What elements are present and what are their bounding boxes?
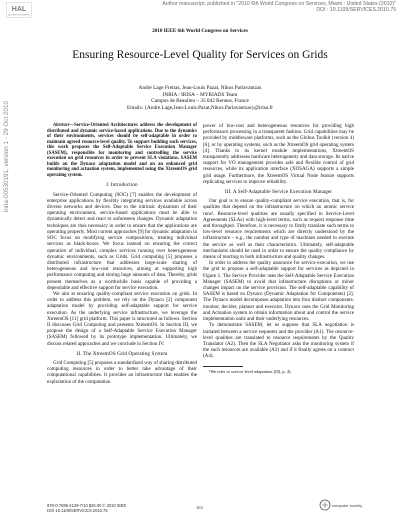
footnote-divider — [203, 366, 243, 367]
copyright-footer — [47, 504, 126, 514]
computer-society-logo — [319, 498, 363, 512]
page-number: 163 — [196, 505, 203, 510]
paragraph: To demonstrate SASEM, let us suppose that SLA negotiation is initiated between a service requester and the provider (A1). The resource-level qualities are translated to resource requirements by the Quality Translator (A2). Then the SLA Negotiator asks the monitoring system if the such resources are available (A3) and if it finally agrees on a contract (A4). — [203, 322, 354, 360]
hal-header — [0, 1, 396, 14]
hal-header-line: Author manuscript, published in "2010 6th World Congress on Services, Miami : United States (2010)" — [162, 1, 396, 7]
author-emails: Emails: {Andre.Lage,Jean-Louis.Pazat,Nikos.Parlavantzas}@irisa.fr — [126, 104, 274, 111]
hal-side-stamp: inria-00530191, version 1 - 29 Oct 2010 — [3, 101, 10, 212]
paragraph: In order to address the quality assurance for service execution, we use the grid to propose a self-adaptable support for services as depicted in Figure 1. The Service Provider uses the Self-Adaptable Service Execution Manager (SASEM) to avoid that infrastructure disruptions or minor changes impact on the service provision. The self-adaptable capability of SASEM is based on Dynaco (Dynamic Adaptation for Components) [2]. The Dynaco model decomposes adaptation into four distinct components: monitor, decider, planner and executor. Dynaco uses the Grid Monitoring and Actuation system to obtain information about and control the service implementation units and their underlying resources. — [203, 260, 354, 323]
right-column — [203, 123, 354, 374]
hal-header-line: DOI : 10.1109/SERVICES.2010.75 — [316, 7, 396, 14]
paragraph: Our goal is to ensure quality-compliant service execution, that is, for qualities that depend on the infrastructure on which an atomic service runs¹. Resource-level qualities are usually specified in Service-Level Agreements (SLAs) with high-level terms, such as request response time and throughput. Therefore, it is necessary to firstly translate such terms to low-level resource requirements which are directly understood by the infrastructure – e.g., the number and type of machines needed to execute the service as well as their characteristics. Ultimately, self-adaptable mechanisms should be used in order to ensure the quality compliance by means of reacting to both infrastructure and quality changes. — [203, 198, 354, 261]
section-heading: I. Introduction — [106, 182, 138, 189]
author-affiliation: INRIA / IRISA – MYRIADS Team — [162, 91, 238, 98]
hal-logo — [6, 2, 32, 18]
paragraph: We aim at ensuring quality-compliant service execution on grids. In order to address this problem, we rely on the Dynaco [2] component adaptation model by providing self-adaptable support for service execution. As the underlying service infrastructure, we leverage the XtreemOS [11] grid platform. This paper is structured as follows. Section II discusses Grid Computing and presents XtreemOS. In Section III, we propose the design of a Self-Adaptable Service Execution Manager (SASEM) followed by its prototype implementation. Ultimately, we discuss related approaches and we conclude in Section IV. — [47, 290, 197, 347]
footnote: ¹We refer to service level adaptation ([8], p. 4). — [209, 368, 292, 374]
paragraph: power of low-cost and heterogeneous resources for providing high performance processing in a transparent fashion. Grid capabilities may be provided by middleware platforms, such as the Globus Toolkit (version 4) [6], or by operating systems, such as the XtreemOS grid operating system [4]. Thanks to its kernel module implementations, XtreemOS transparently addresses hardware heterogeneity and data storage. Its native support for VO management provides safe and flexible control of grid resources, while its application interface (XOSAGA) supports a simple grid usage. Furthermore, the XtreemOS Virtual Node feature supports replicating services to improve reliability. — [203, 123, 354, 185]
abstract-label: Abstract — [53, 123, 70, 128]
conference-name: 2010 IEEE 6th World Congress on Services — [152, 28, 248, 34]
abstract-body: —Service-Oriented Architectures address the development of distributed and dynamic service-based applications. Due to the dynamics of their environments, services should be self-adaptable in order to maintain agreed resource-level quality. To support building such services, this work proposes the Self-Adaptable Service Execution Manager (SASEM), responsible for monitoring and controlling the service execution on grid resources in order to prevent SLA violations. SASEM builds on the Dynaco adaptation model and on an enhanced grid monitoring and actuation system, implemented using the XtreemOS grid operating system. — [47, 123, 197, 178]
paragraph: Grid Computing [5] proposes a standardized way of sharing distributed computing resources in order to better take advantage of their computational capabilities. It provides an infrastructure that enables the exploitation of the computation — [47, 359, 197, 385]
computer-society-logo-text: computer society — [332, 503, 363, 508]
left-column — [47, 123, 197, 385]
author-names: André Lage Freitas, Jean-Louis Pazat, Nikos Parlavantzas — [138, 85, 262, 91]
paper-title: Ensuring Resource-Level Quality for Services on Grids — [72, 49, 328, 61]
paragraph: Service-Oriented Computing (SOC) [7] enables the development of enterprise applications by flexibly integrating services available across diverse networks and devices. Due to the intrinsic dynamism of their operating environment, service-based applications must be able to dynamically detect and react to unforeseen changes. Dynamic adaptation techniques are thus necessary in order to ensure that the applications are operating properly. Most current approaches [9] for dynamic adaptation in SOC focus on modifying service compositions, treating individual services as black-boxes. We focus instead on ensuring the correct operation of individual, complex services running over heterogeneous dynamic environments, such as Grids. Grid computing [5] proposes a distributed infrastructure that addresses large-scale sharing of heterogeneous and low-cost resources, aiming at supporting high performance computing and storing huge amounts of data. Thereby, grids present themselves as a worthwhile basis capable of providing a dependable and effective support for service execution. — [47, 191, 197, 291]
abstract — [47, 123, 197, 178]
section-heading: III. A Self-Adaptable Service Execution Manager — [224, 189, 333, 196]
hal-logo-subtext: archives-ouvertes — [7, 12, 31, 17]
hal-logo-text: HAL — [11, 6, 27, 13]
footer-line: DOI 10.1109/SERVICES.2010.75 — [47, 507, 108, 513]
footer-line: 978-0-7695-4129-7/10 $26.00 © 2010 IEEE — [47, 503, 127, 508]
section-heading: II. The XtreemOS Grid Operating System — [76, 350, 168, 357]
author-address: Campus de Beaulieu – 35 042 Rennes, France — [151, 98, 249, 105]
author-block — [0, 85, 400, 111]
